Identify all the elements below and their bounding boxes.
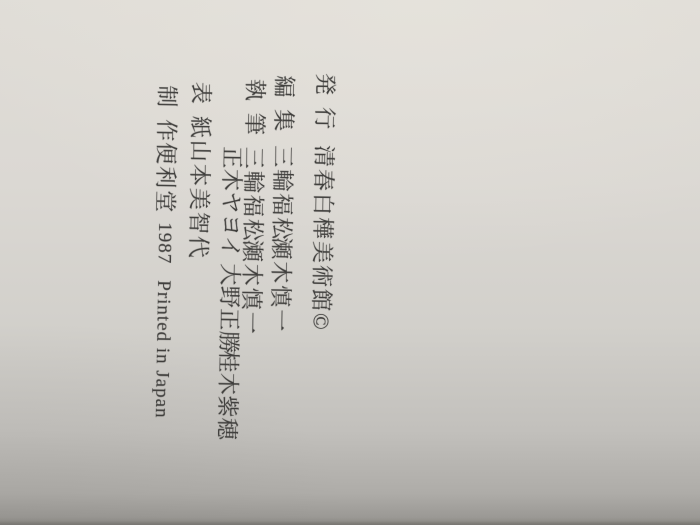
editor-name-2: 瀬木慎一 bbox=[266, 236, 294, 334]
cover-designer-line bbox=[177, 0, 214, 523]
page-bottom-edge-shadow bbox=[0, 521, 700, 525]
cover-label: 表紙 bbox=[186, 81, 214, 150]
publisher-label: 発行 bbox=[311, 72, 338, 141]
production-company: 便利堂 bbox=[151, 141, 179, 214]
publisher-line bbox=[301, 0, 338, 525]
cover-designer-name: 山本美智代 bbox=[185, 139, 213, 260]
printed-in-japan-text: Printed in Japan bbox=[150, 279, 174, 419]
production-label: 制作 bbox=[152, 84, 180, 153]
publisher-name: 清春白樺美術館© bbox=[307, 144, 337, 332]
author-name-4: 大野正勝 bbox=[215, 262, 242, 354]
editor-name-1: 三輪福松 bbox=[268, 144, 296, 242]
author-name-3: 正木ヤヨイ bbox=[217, 145, 245, 258]
authors-label: 執筆 bbox=[241, 78, 268, 147]
production-line bbox=[143, 0, 180, 522]
author-name-5: 桂木紫穂 bbox=[213, 349, 241, 441]
author-name-2: 瀬木慎一 bbox=[237, 239, 265, 336]
author-name-1: 三輪福松 bbox=[239, 146, 267, 243]
editors-label: 編集 bbox=[270, 74, 297, 144]
year-text: 1987 bbox=[152, 221, 175, 264]
